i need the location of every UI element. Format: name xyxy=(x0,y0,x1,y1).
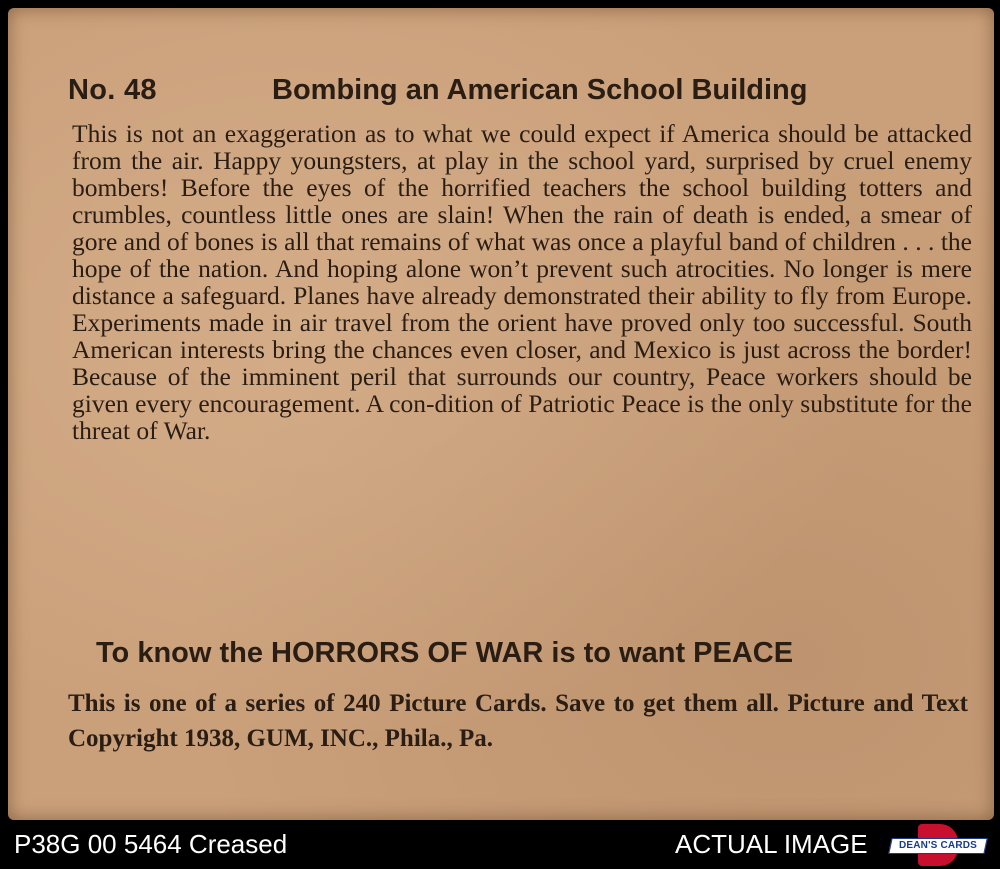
grade-label: P38G 00 5464 Creased xyxy=(14,829,288,859)
deans-cards-logo-icon xyxy=(890,824,986,866)
actual-image-label: ACTUAL IMAGE xyxy=(675,829,868,859)
logo-text: DEAN'S CARDS xyxy=(898,840,978,851)
card-number: No. 48 xyxy=(68,74,157,106)
card-footer-text: This is one of a series of 240 Picture Cards. Save to get them all. Picture and Text Copyright 1938, GUM, INC., Phila., Pa. xyxy=(68,690,968,752)
card-body-text: This is not an exaggeration as to what we could expect if America should be attacked from the air. Happy youngsters, at play in the school yard, surprised by cruel enemy bombers! Before the eyes of the horrified teachers the school building totters and crumbles, countless little ones are slain! When the rain of death is ended, a smear of gore and of bones is all that remains of what was once a playful band of children . . . the hope of the nation. And hoping alone won’t prevent such atrocities. No longer is mere distance a safeguard. Planes have already demonstrated their ability to fly from Europe. Experiments made in air travel from the orient have proved only too successful. South American interests bring the chances even closer, and Mexico is just across the border! Because of the imminent peril that surrounds our country, Peace workers should be given every encouragement. A con-dition of Patriotic Peace is the only substitute for the threat of War. xyxy=(72,119,972,445)
card-title: Bombing an American School Building xyxy=(272,74,808,106)
card-slogan: To know the HORRORS OF WAR is to want PEACE xyxy=(96,637,794,669)
